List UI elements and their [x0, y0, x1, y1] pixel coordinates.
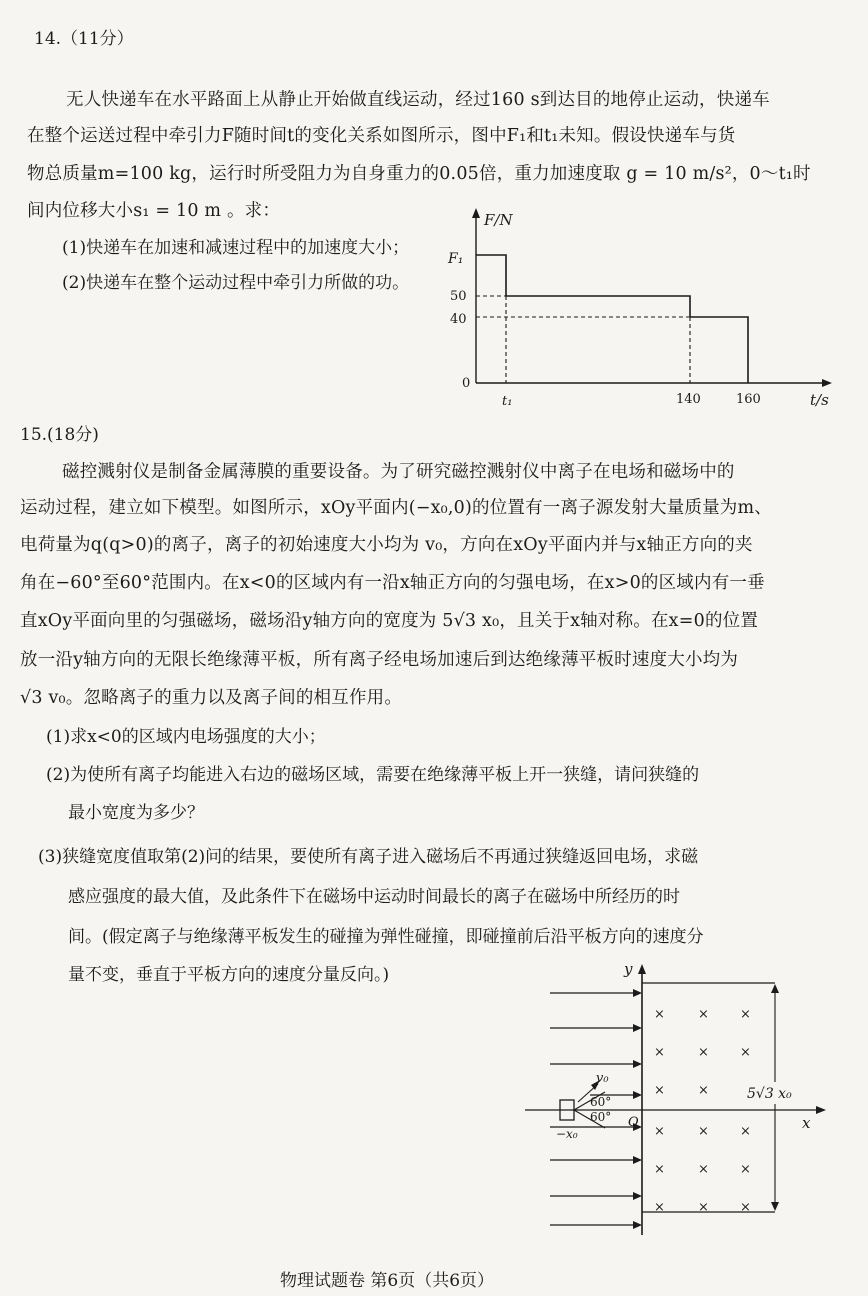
- y-axis-label: F/N: [484, 211, 513, 229]
- q15-line-5: 直xOy平面向里的匀强磁场，磁场沿y轴方向的宽度为 5√3 x₀，且关于x轴对称。在x=0的位置: [20, 611, 759, 631]
- svg-text:×: ×: [698, 1007, 709, 1022]
- source-label: −x₀: [556, 1127, 578, 1141]
- q14-sub-1: (1)快递车在加速和减速过程中的加速度大小；: [62, 238, 410, 258]
- q14-line-4: 间内位移大小s₁ = 10 m 。求：: [27, 201, 281, 221]
- svg-text:×: ×: [698, 1045, 709, 1060]
- page-footer: 物理试题卷 第6页（共6页）: [280, 1271, 495, 1291]
- x-axis-label: t/s: [810, 391, 829, 409]
- width-arrow-bottom: [771, 1202, 779, 1211]
- q14-sub-2: (2)快递车在整个运动过程中牵引力所做的功。: [62, 273, 410, 293]
- y-tick-50: 50: [450, 289, 467, 304]
- svg-text:×: ×: [740, 1162, 751, 1177]
- q15-line-1: 磁控溅射仪是制备金属薄膜的重要设备。为了研究磁控溅射仪中离子在电场和磁场中的: [62, 462, 735, 482]
- field-diagram: [520, 960, 845, 1235]
- y-axis-arrow: [472, 208, 480, 218]
- q15-line-3: 电荷量为q(q>0)的离子，离子的初始速度大小均为 v₀，方向在xOy平面内并与x轴正方向的夹: [20, 535, 753, 555]
- svg-text:×: ×: [698, 1083, 709, 1098]
- q15-line-2: 运动过程，建立如下模型。如图所示，xOy平面内(−x₀,0)的位置有一离子源发射大量质量为m、: [20, 498, 772, 518]
- angle-down-label: 60°: [590, 1110, 612, 1124]
- q15-sub-3c: 间。(假定离子与绝缘薄平板发生的碰撞为弹性碰撞，即碰撞前后沿平板方向的速度分: [68, 927, 704, 947]
- svg-text:×: ×: [654, 1162, 665, 1177]
- q14-line-1: 无人快递车在水平路面上从静止开始做直线运动，经过160 s到达目的地停止运动，快递车: [66, 90, 770, 110]
- x-tick-140: 140: [676, 392, 701, 407]
- q15-line-7: √3 v₀。忽略离子的重力以及离子间的相互作用。: [20, 688, 403, 708]
- svg-text:×: ×: [654, 1045, 665, 1060]
- q15-line-6: 放一沿y轴方向的无限长绝缘薄平板，所有离子经电场加速后到达绝缘薄平板时速度大小均为: [20, 650, 739, 670]
- svg-text:×: ×: [698, 1162, 709, 1177]
- segment-40: [690, 317, 748, 383]
- x-tick-160: 160: [736, 392, 761, 407]
- q14-line-2: 在整个运送过程中牵引力F随时间t的变化关系如图所示，图中F₁和t₁未知。假设快递车与货: [27, 126, 736, 146]
- y-tick-40: 40: [450, 312, 467, 327]
- magnetic-field-marks: [654, 1007, 751, 1215]
- electric-field-arrows: [550, 993, 636, 1225]
- q15-sub-3d: 量不变，垂直于平板方向的速度分量反向。): [68, 965, 390, 985]
- segment-50: [506, 296, 690, 317]
- q15-line-4: 角在−60°至60°范围内。在x<0的区域内有一沿x轴正方向的匀强电场，在x>0的区域内有一垂: [20, 573, 765, 593]
- q15-sub-2b: 最小宽度为多少？: [68, 803, 204, 823]
- y-axis-arrow: [638, 964, 646, 974]
- svg-text:×: ×: [654, 1007, 665, 1022]
- svg-text:×: ×: [740, 1124, 751, 1139]
- q15-sub-3: (3)狭缝宽度值取第(2)问的结果，要使所有离子进入磁场后不再通过狭缝返回电场，求磁: [38, 847, 699, 867]
- q15-sub-3b: 感应强度的最大值，及此条件下在磁场中运动时间最长的离子在磁场中所经历的时: [68, 887, 680, 907]
- x-tick-t1: t₁: [502, 394, 513, 409]
- svg-text:×: ×: [740, 1007, 751, 1022]
- q14-number: 14.（11分）: [34, 29, 134, 49]
- x-axis-label: x: [802, 1114, 811, 1132]
- q15-sub-2: (2)为使所有离子均能进入右边的磁场区域，需要在绝缘薄平板上开一狭缝，请问狭缝的: [46, 765, 700, 785]
- y-tick-F1: F₁: [448, 251, 464, 267]
- width-arrow-top: [771, 984, 779, 993]
- svg-text:×: ×: [698, 1124, 709, 1139]
- q15-number: 15.(18分): [20, 425, 99, 445]
- x-axis-arrow: [822, 379, 832, 387]
- angle-up-label: 60°: [590, 1095, 612, 1109]
- svg-text:×: ×: [654, 1083, 665, 1098]
- segment-F1: [476, 255, 506, 296]
- electric-field-arrowheads: [633, 989, 642, 1229]
- width-label: 5√3 x₀: [747, 1086, 792, 1102]
- svg-text:×: ×: [740, 1045, 751, 1060]
- y-tick-0: 0: [462, 376, 471, 391]
- svg-text:×: ×: [740, 1200, 751, 1215]
- x-axis-arrow: [816, 1106, 826, 1114]
- y-axis-label: y: [624, 960, 633, 978]
- svg-text:×: ×: [654, 1124, 665, 1139]
- q14-line-3: 物总质量m=100 kg，运行时所受阻力为自身重力的0.05倍，重力加速度取 g = 10 m/s²，0～t₁时: [27, 164, 811, 184]
- force-time-chart: [440, 205, 840, 415]
- svg-text:×: ×: [654, 1200, 665, 1215]
- q15-sub-1: (1)求x<0的区域内电场强度的大小；: [46, 727, 326, 747]
- svg-text:×: ×: [698, 1200, 709, 1215]
- origin-label: O: [628, 1115, 639, 1130]
- v0-label: v₀: [596, 1071, 609, 1086]
